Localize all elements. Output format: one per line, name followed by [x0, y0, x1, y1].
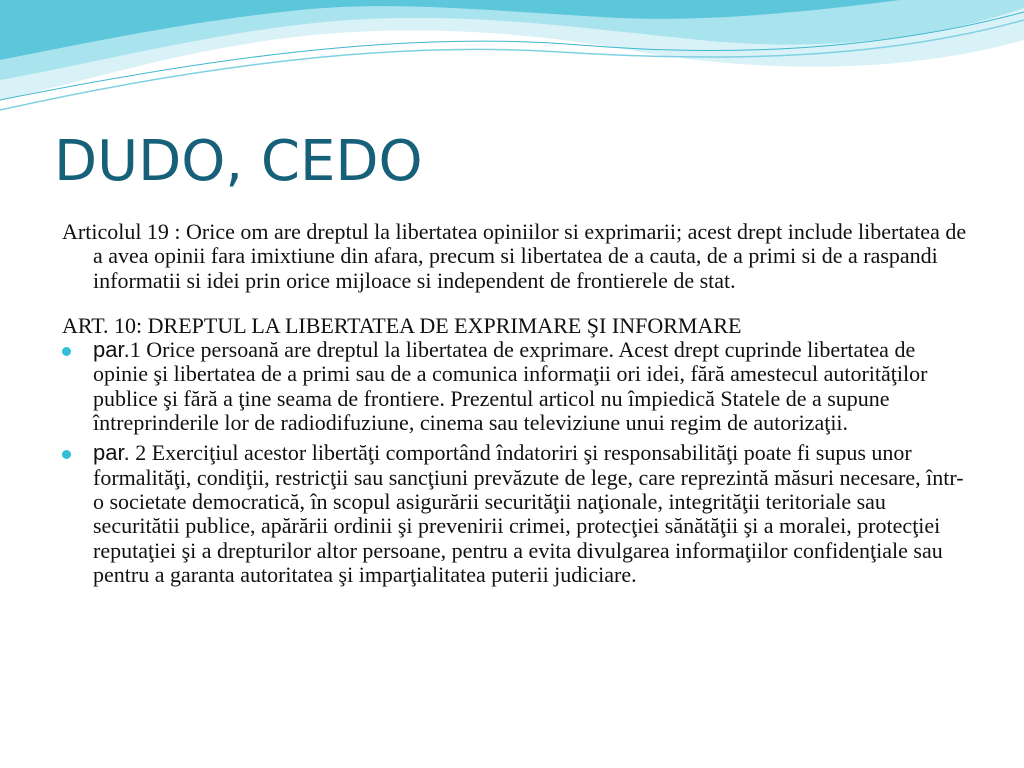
slide-body [62, 220, 972, 593]
bullet-dot-icon [62, 450, 71, 459]
slide-title: DUDO, CEDO [54, 129, 423, 194]
bullet-item-par-1 [62, 338, 972, 435]
bullet-text: 1 Orice persoană are dreptul la libertatea de exprimare. Acest drept cuprinde libertatea de opinie şi libertatea de a primi sau de a comunica informaţii ori idei, fără amestecul autorităţilor publice şi fără a ţine seama de frontiere. Prezentul articol nu împiedică Statele de a supune întreprinderile lor de radiodifuziune, cinema sau televiziune unui regim de autorizaţii. [93, 337, 928, 436]
header-wave-decoration [0, 0, 1024, 130]
bullet-label: par. [93, 440, 130, 466]
bullet-dot-icon [62, 347, 71, 356]
article-19-paragraph: Articolul 19 : Orice om are dreptul la libertatea opiniilor si exprimarii; acest drept include libertatea de a avea opinii fara imixtiune din afara, precum si libertatea de a cauta, de a primi si de a raspandi informatii si idei prin orice mijloace si independent de frontierele de stat. [62, 219, 967, 293]
bullet-label: par. [93, 337, 130, 363]
bullet-text: 2 Exerciţiul acestor libertăţi comportând îndatoriri şi responsabilităţi poate fi supus unor formalităţi, condiţii, restricţii sau sancţiuni prevăzute de lege, care reprezintă măsuri necesare, într-o societate democratică, în scopul asigurării securităţii naţionale, integrităţii teritoriale sau securitătii publice, apărării ordinii şi prevenirii crimei, protecţiei sănătăţii şi a moralei, protecţiei reputaţiei şi a drepturilor altor persoane, pentru a evita divulgarea informaţiilor confidenţiale sau pentru a garanta autoritatea şi imparţialitatea puterii judiciare. [93, 440, 964, 587]
bullet-item-par-2 [62, 441, 972, 587]
art-10-heading: ART. 10: DREPTUL LA LIBERTATEA DE EXPRIMARE ŞI INFORMARE [62, 312, 742, 338]
